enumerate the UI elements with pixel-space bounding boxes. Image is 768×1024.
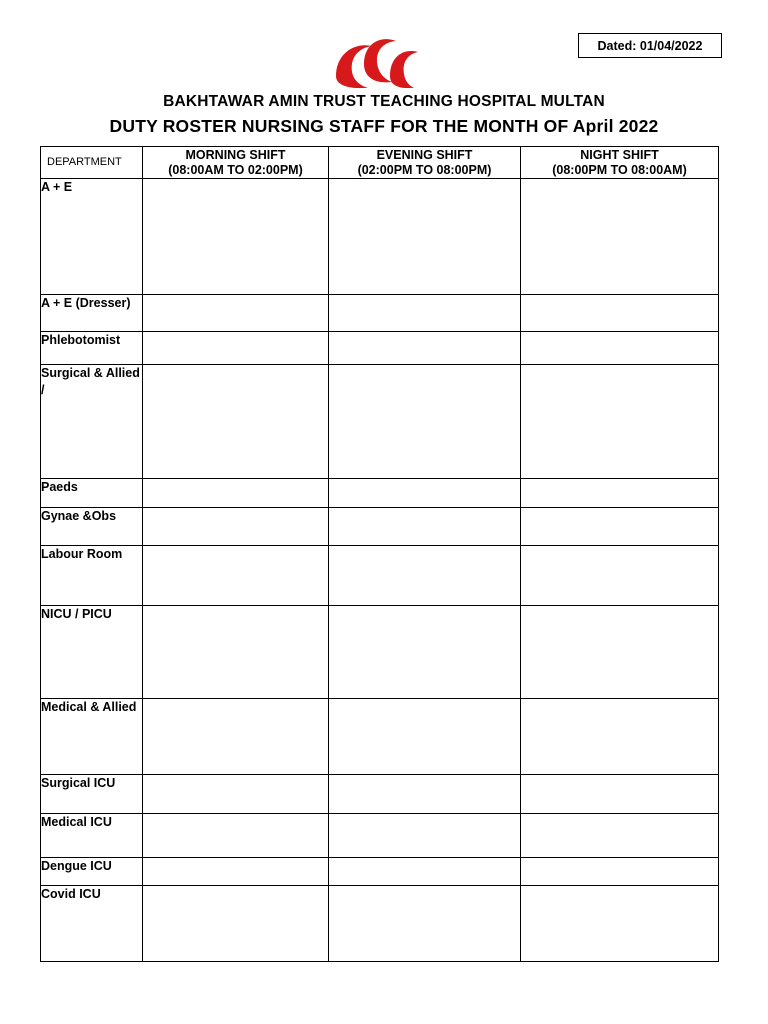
morning-shift-cell	[143, 699, 329, 775]
night-shift-cell	[521, 479, 719, 508]
table-row	[41, 479, 719, 508]
table-row	[41, 814, 719, 858]
table-row	[41, 699, 719, 775]
table-row	[41, 858, 719, 886]
night-shift-cell	[521, 179, 719, 295]
table-row	[41, 606, 719, 699]
morning-shift-label: MORNING SHIFT	[185, 147, 286, 162]
morning-shift-cell	[143, 332, 329, 365]
night-shift-cell	[521, 775, 719, 814]
table-row	[41, 775, 719, 814]
morning-shift-cell	[143, 858, 329, 886]
night-shift-cell	[521, 606, 719, 699]
column-header-evening-shift	[329, 147, 521, 179]
evening-shift-time: (02:00PM TO 08:00PM)	[357, 162, 492, 177]
table-row	[41, 886, 719, 962]
department-cell: Labour Room	[41, 546, 143, 606]
department-cell: Dengue ICU	[41, 858, 143, 886]
department-cell: Gynae &Obs	[41, 508, 143, 546]
department-cell: Paeds	[41, 479, 143, 508]
night-shift-time: (08:00PM TO 08:00AM)	[552, 162, 687, 177]
department-cell: Surgical ICU	[41, 775, 143, 814]
table-row	[41, 179, 719, 295]
morning-shift-cell	[143, 814, 329, 858]
table-row	[41, 332, 719, 365]
night-shift-cell	[521, 332, 719, 365]
department-cell: Medical & Allied	[41, 699, 143, 775]
table-header-row	[41, 147, 719, 179]
evening-shift-cell	[329, 508, 521, 546]
evening-shift-cell	[329, 775, 521, 814]
hospital-logo-icon	[334, 36, 420, 88]
duty-roster-table	[40, 146, 719, 962]
department-cell: Medical ICU	[41, 814, 143, 858]
department-cell: A + E	[41, 179, 143, 295]
dated-label: Dated: 01/04/2022	[578, 33, 722, 58]
night-shift-cell	[521, 365, 719, 479]
department-cell: A + E (Dresser)	[41, 295, 143, 332]
night-shift-cell	[521, 886, 719, 962]
evening-shift-cell	[329, 699, 521, 775]
evening-shift-cell	[329, 814, 521, 858]
morning-shift-cell	[143, 606, 329, 699]
night-shift-cell	[521, 546, 719, 606]
morning-shift-cell	[143, 508, 329, 546]
evening-shift-cell	[329, 858, 521, 886]
evening-shift-cell	[329, 179, 521, 295]
evening-shift-cell	[329, 606, 521, 699]
department-cell: Phlebotomist	[41, 332, 143, 365]
department-cell: Surgical & Allied /	[41, 365, 143, 479]
evening-shift-cell	[329, 365, 521, 479]
column-header-department: DEPARTMENT	[41, 147, 143, 179]
night-shift-cell	[521, 814, 719, 858]
table-row	[41, 508, 719, 546]
night-shift-label: NIGHT SHIFT	[580, 147, 659, 162]
department-cell: NICU / PICU	[41, 606, 143, 699]
evening-shift-cell	[329, 886, 521, 962]
morning-shift-cell	[143, 546, 329, 606]
morning-shift-cell	[143, 886, 329, 962]
morning-shift-cell	[143, 365, 329, 479]
evening-shift-cell	[329, 332, 521, 365]
hospital-name: BAKHTAWAR AMIN TRUST TEACHING HOSPITAL MULTAN	[163, 93, 605, 110]
evening-shift-cell	[329, 479, 521, 508]
night-shift-cell	[521, 858, 719, 886]
column-header-night-shift	[521, 147, 719, 179]
morning-shift-time: (08:00AM TO 02:00PM)	[168, 162, 303, 177]
column-header-morning-shift	[143, 147, 329, 179]
night-shift-cell	[521, 295, 719, 332]
night-shift-cell	[521, 699, 719, 775]
evening-shift-cell	[329, 295, 521, 332]
morning-shift-cell	[143, 295, 329, 332]
morning-shift-cell	[143, 479, 329, 508]
table-row	[41, 546, 719, 606]
table-row	[41, 365, 719, 479]
table-row	[41, 295, 719, 332]
night-shift-cell	[521, 508, 719, 546]
department-cell: Covid ICU	[41, 886, 143, 962]
evening-shift-cell	[329, 546, 521, 606]
morning-shift-cell	[143, 179, 329, 295]
morning-shift-cell	[143, 775, 329, 814]
evening-shift-label: EVENING SHIFT	[376, 147, 473, 162]
roster-title: DUTY ROSTER NURSING STAFF FOR THE MONTH OF April 2022	[109, 116, 659, 136]
